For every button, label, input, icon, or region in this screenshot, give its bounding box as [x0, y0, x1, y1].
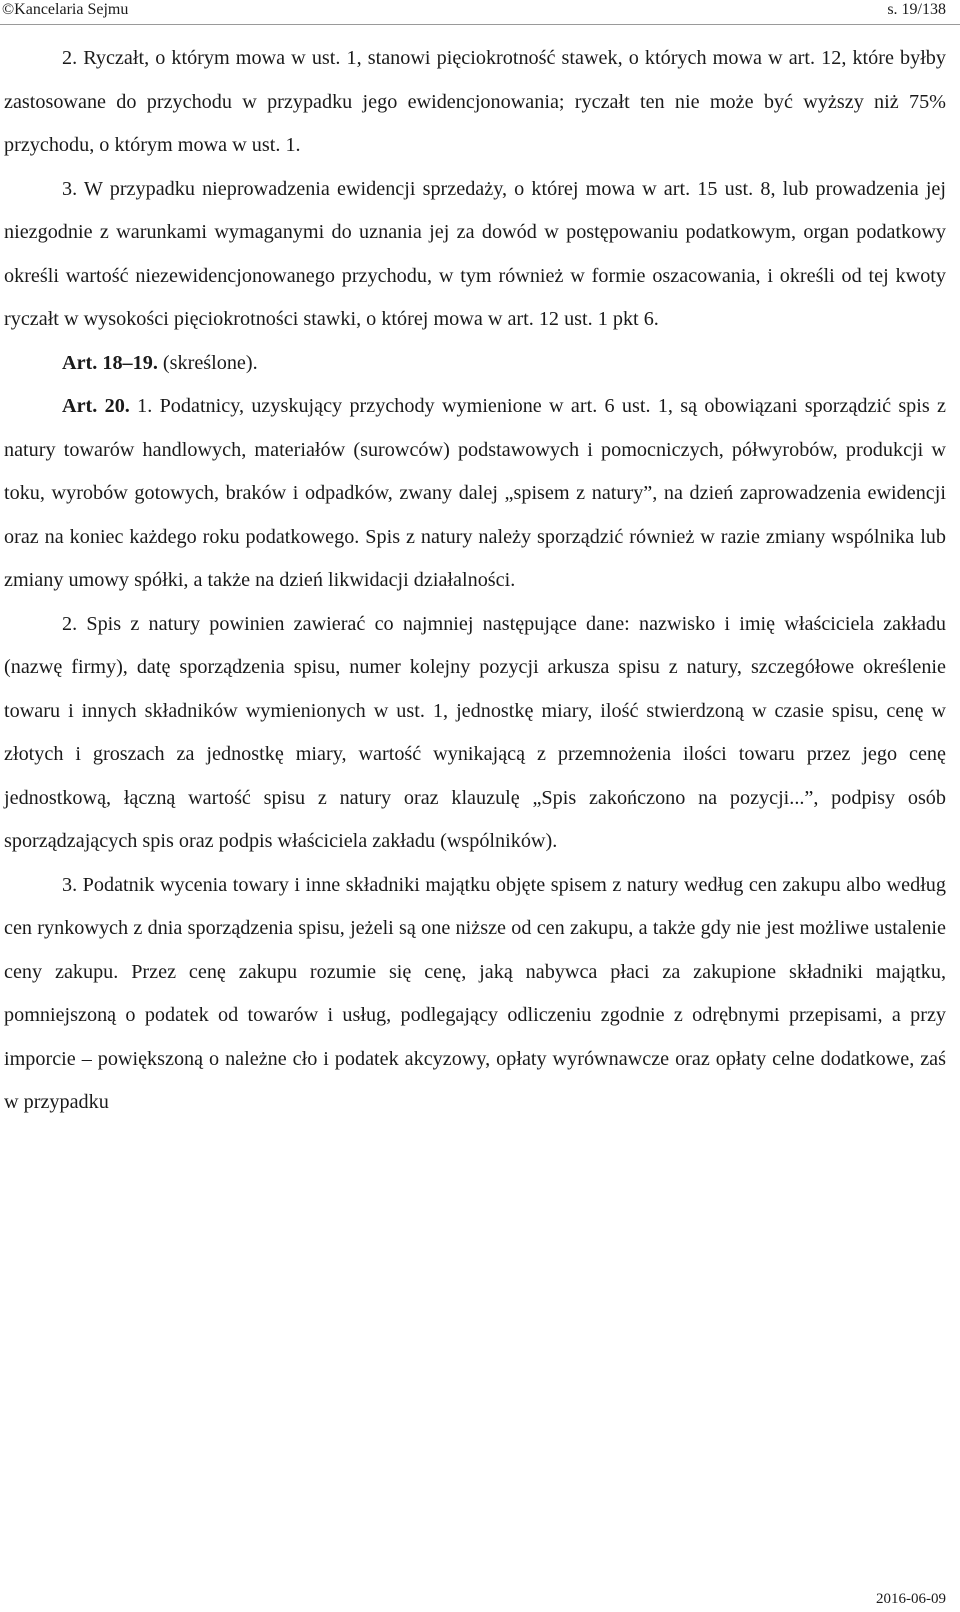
header-page-number: s. 19/138 [887, 1, 946, 18]
document-body [4, 37, 946, 1125]
paragraph-art20-ust1 [4, 385, 946, 603]
footer-date: 2016-06-09 [876, 1591, 946, 1607]
paragraph-art17-ust2: 2. Ryczałt, o którym mowa w ust. 1, stanowi pięciokrotność stawek, o których mowa w art. 12, które byłby zastosowane do przychodu w przypadku jego ewidencjonowania; ryczałt ten nie może być wyższy niż 75% przychodu, o którym mowa w ust. 1. [4, 47, 946, 156]
header-source: ©Kancelaria Sejmu [2, 1, 129, 18]
paragraph-art20-ust2: 2. Spis z natury powinien zawierać co najmniej następujące dane: nazwisko i imię właściciela zakładu (nazwę firmy), datę sporządzenia spisu, numer kolejny pozycji arkusza spisu z natury, szczegółowe określenie towaru i innych składników wymienionych w ust. 1, jednostkę miary, ilość stwierdzoną w czasie spisu, cenę w złotych i groszach za jednostkę miary, wartość wynikającą z przemnożenia ilości towaru przez jego cenę jednostkową, łączną wartość spisu z natury oraz klauzulę „Spis zakończono na pozycji...”, podpisy osób sporządzających spis oraz podpis właściciela zakładu (wspólników). [4, 612, 946, 852]
article-number: Art. 20. [62, 395, 130, 417]
paragraph-text: 1. Podatnicy, uzyskujący przychody wymienione w art. 6 ust. 1, są obowiązani sporządzić spis z natury towarów handlowych, materiałów (surowców) podstawowych i pomocniczych, półwyrobów, produkcji w toku, wyrobów gotowych, braków i odpadków, zwany dalej „spisem z natury”, na dzień zaprowadzenia ewidencji oraz na koniec każdego roku podatkowego. Spis z natury należy sporządzić również w razie zmiany wspólnika lub zmiany umowy spółki, a także na dzień likwidacji działalności. [4, 395, 946, 591]
paragraph-art17-ust3: 3. W przypadku nieprowadzenia ewidencji sprzedaży, o której mowa w art. 15 ust. 8, lub prowadzenia jej niezgodnie z warunkami wymaganymi do uznania jej za dowód w postępowaniu podatkowym, organ podatkowy określi wartość niezewidencjonowanego przychodu, w tym również w formie oszacowania, i określi od tej kwoty ryczałt w wysokości pięciokrotności stawki, o której mowa w art. 12 ust. 1 pkt 6. [4, 177, 946, 330]
page-header [0, 0, 960, 25]
paragraph-art20-ust3: 3. Podatnik wycenia towary i inne składniki majątku objęte spisem z natury według cen zakupu albo według cen rynkowych z dnia sporządzenia spisu, jeżeli są one niższe od cen zakupu, a także gdy nie jest możliwe ustalenie ceny zakupu. Przez cenę zakupu rozumie się cenę, jaką nabywca płaci za zakupione składniki majątku, pomniejszoną o podatek od towarów i usług, podlegający odliczeniu zgodnie z odrębnymi przepisami, a przy imporcie – powiększoną o należne cło i podatek akcyzowy, opłaty wyrównawcze oraz opłaty celne dodatkowe, zaś w przypadku [4, 873, 946, 1113]
paragraph-art18-19 [4, 342, 946, 386]
article-number: Art. 18–19. [62, 351, 158, 374]
paragraph-text: (skreślone). [157, 351, 258, 374]
